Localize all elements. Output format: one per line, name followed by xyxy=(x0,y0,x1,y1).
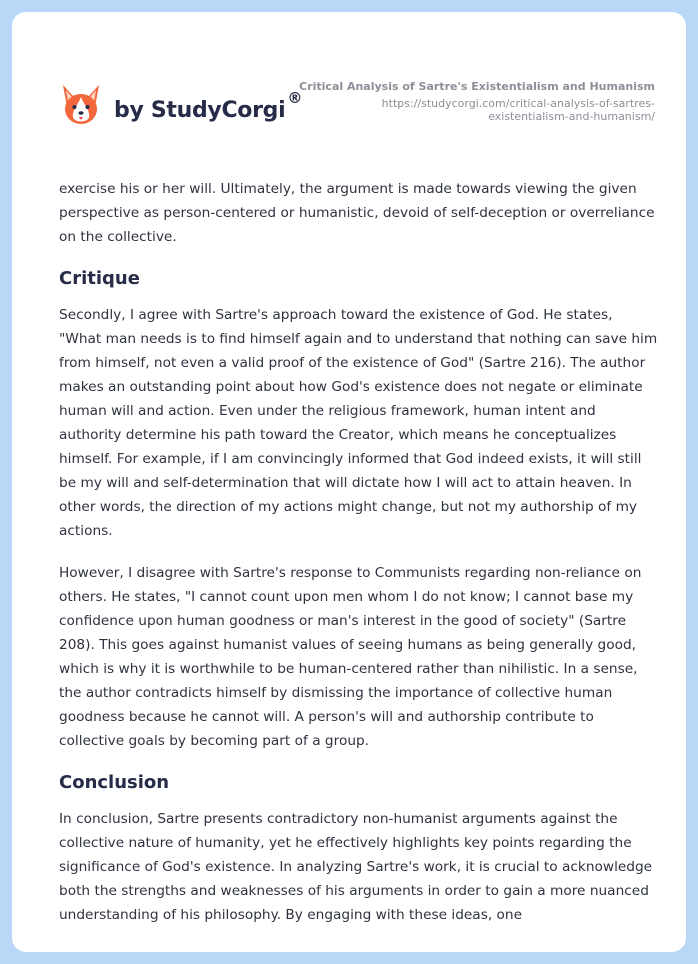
document-url[interactable] xyxy=(295,97,655,123)
section-heading-conclusion: Conclusion xyxy=(59,772,170,793)
section-heading-critique: Critique xyxy=(59,268,140,289)
document-header xyxy=(295,80,655,123)
logo-text: by StudyCorgi xyxy=(114,97,286,123)
registered-mark: ® xyxy=(287,89,303,107)
document-title: Critical Analysis of Sartre's Existentialism and Humanism xyxy=(299,80,655,93)
document-url-line-2: existentialism-and-humanism/ xyxy=(488,110,655,123)
critique-paragraph-1: Secondly, I agree with Sartre's approach toward the existence of God. He states, "What man needs is to find himself again and to understand that nothing can save him from himself, not even a valid proof of the existence of God" (Sartre 216). The author makes an outstanding point about how God's existence does not negate or eliminate human will and action. Even under the religious framework, human intent and authority determine his path toward the Creator, which means he conceptualizes himself. For example, if I am convincingly informed that God indeed exists, it will still be my will and self-determination that will dictate how I will act to attain heaven. In other words, the direction of my actions might change, but not my authorship of my actions. xyxy=(59,307,658,539)
critique-paragraph-2: However, I disagree with Sartre's response to Communists regarding non-reliance on others. He states, "I cannot count upon men whom I do not know; I cannot base my confidence upon human goodness or man's interest in the good of society" (Sartre 208). This goes against humanist values of seeing humans as being generally good, which is why it is worthwhile to be human-centered rather than nihilistic. In a sense, the author contradicts himself by dismissing the importance of collective human goodness because he cannot will. A person's will and authorship contribute to collective goals by becoming part of a group. xyxy=(59,565,642,749)
document-url-line-1: https://studycorgi.com/critical-analysis-of-sartres- xyxy=(381,97,655,110)
studycorgi-logo[interactable] xyxy=(60,76,302,136)
document-body xyxy=(59,177,659,945)
conclusion-paragraph-1: In conclusion, Sartre presents contradictory non-humanist arguments against the collective nature of humanity, yet he effectively highlights key points regarding the significance of God's existence. In analyzing Sartre's work, it is crucial to acknowledge both the strengths and weaknesses of his arguments in order to gain a more nuanced understanding of his philosophy. By engaging with these ideas, one xyxy=(59,811,653,923)
corgi-logo-icon xyxy=(60,83,102,129)
document-page xyxy=(12,12,686,952)
intro-paragraph: exercise his or her will. Ultimately, the argument is made towards viewing the given perspective as person-centered or humanistic, devoid of self-deception or overreliance on the collective. xyxy=(59,181,655,245)
